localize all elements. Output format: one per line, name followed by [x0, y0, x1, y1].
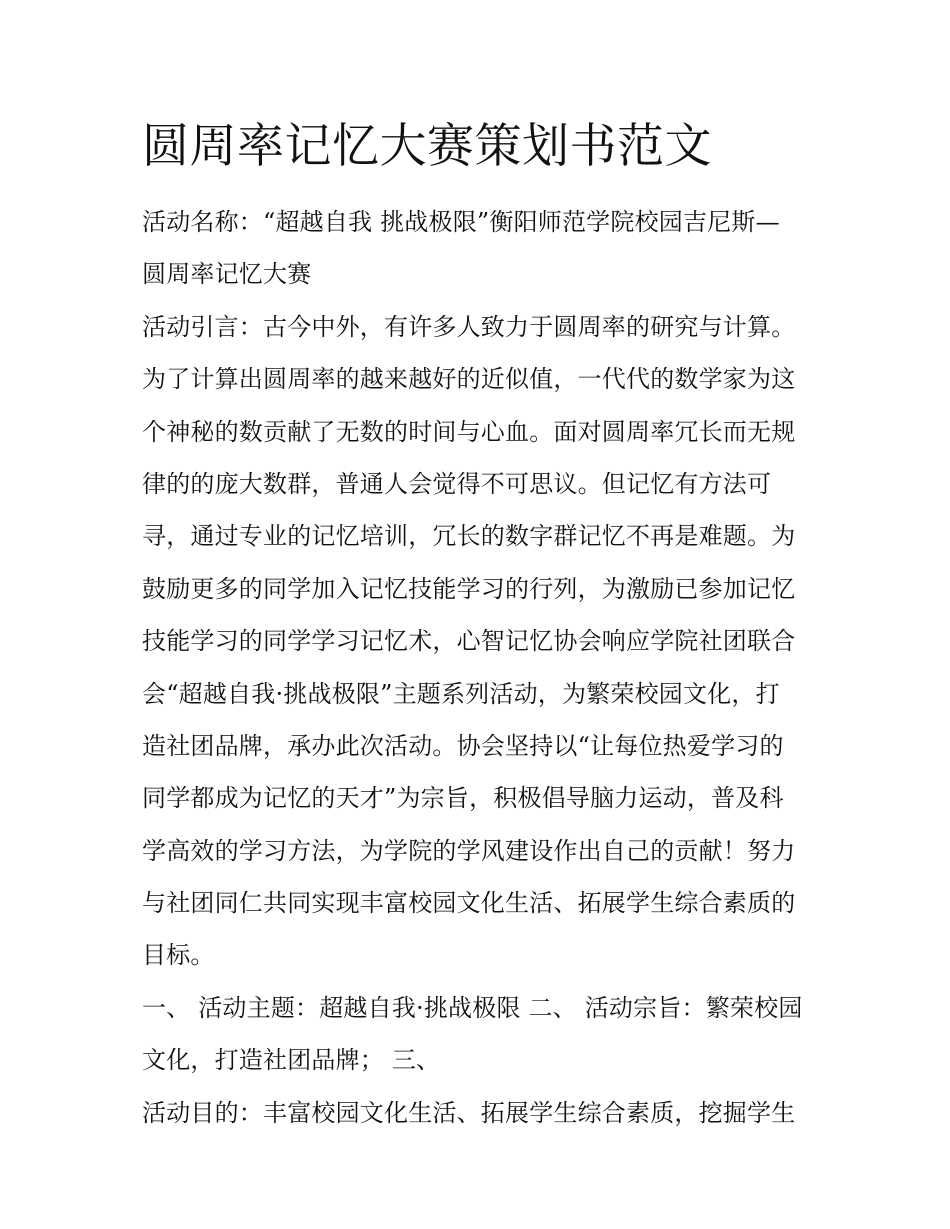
body-line: 律的的庞大数群，普通人会觉得不可思议。但记忆有方法可: [142, 469, 772, 498]
body-line: 技能学习的同学学习记忆术，心智记忆协会响应学院社团联合: [142, 627, 796, 656]
body-line: 文化，打造社团品牌； 三、: [142, 1046, 441, 1075]
body-line: 同学都成为记忆的天才”为宗旨，积极倡导脑力运动，普及科: [142, 784, 784, 813]
body-line: 会“超越自我·挑战极限”主题系列活动，为繁荣校园文化，打: [142, 679, 780, 708]
body-line: 寻，通过专业的记忆培训，冗长的数字群记忆不再是难题。为: [142, 522, 796, 551]
document-title: 圆周率记忆大赛策划书范文: [142, 119, 712, 174]
body-line: 造社团品牌，承办此次活动。协会坚持以“让每位热爱学习的: [142, 731, 784, 760]
body-line: 为了计算出圆周率的越来越好的近似值，一代代的数学家为这: [142, 365, 796, 394]
body-line: 圆周率记忆大赛: [142, 260, 312, 289]
body-line: 学高效的学习方法，为学院的学风建设作出自己的贡献！努力: [142, 836, 796, 865]
body-line: 目标。: [142, 941, 215, 970]
body-line: 活动目的：丰富校园文化生活、拓展学生综合素质，挖掘学生: [142, 1098, 796, 1127]
body-line: 个神秘的数贡献了无数的时间与心血。面对圆周率冗长而无规: [142, 417, 796, 446]
body-line: 一、 活动主题：超越自我·挑战极限 二、 活动宗旨：繁荣校园: [142, 993, 803, 1022]
body-line: 活动引言：古今中外，有许多人致力于圆周率的研究与计算。: [142, 312, 796, 341]
body-line: 与社团同仁共同实现丰富校园文化生活、拓展学生综合素质的: [142, 889, 796, 918]
body-line: 活动名称：“超越自我 挑战极限”衡阳师范学院校园吉尼斯—: [142, 208, 780, 236]
body-line: 鼓励更多的同学加入记忆技能学习的行列，为激励已参加记忆: [142, 574, 796, 603]
document-body: [142, 202, 822, 1145]
